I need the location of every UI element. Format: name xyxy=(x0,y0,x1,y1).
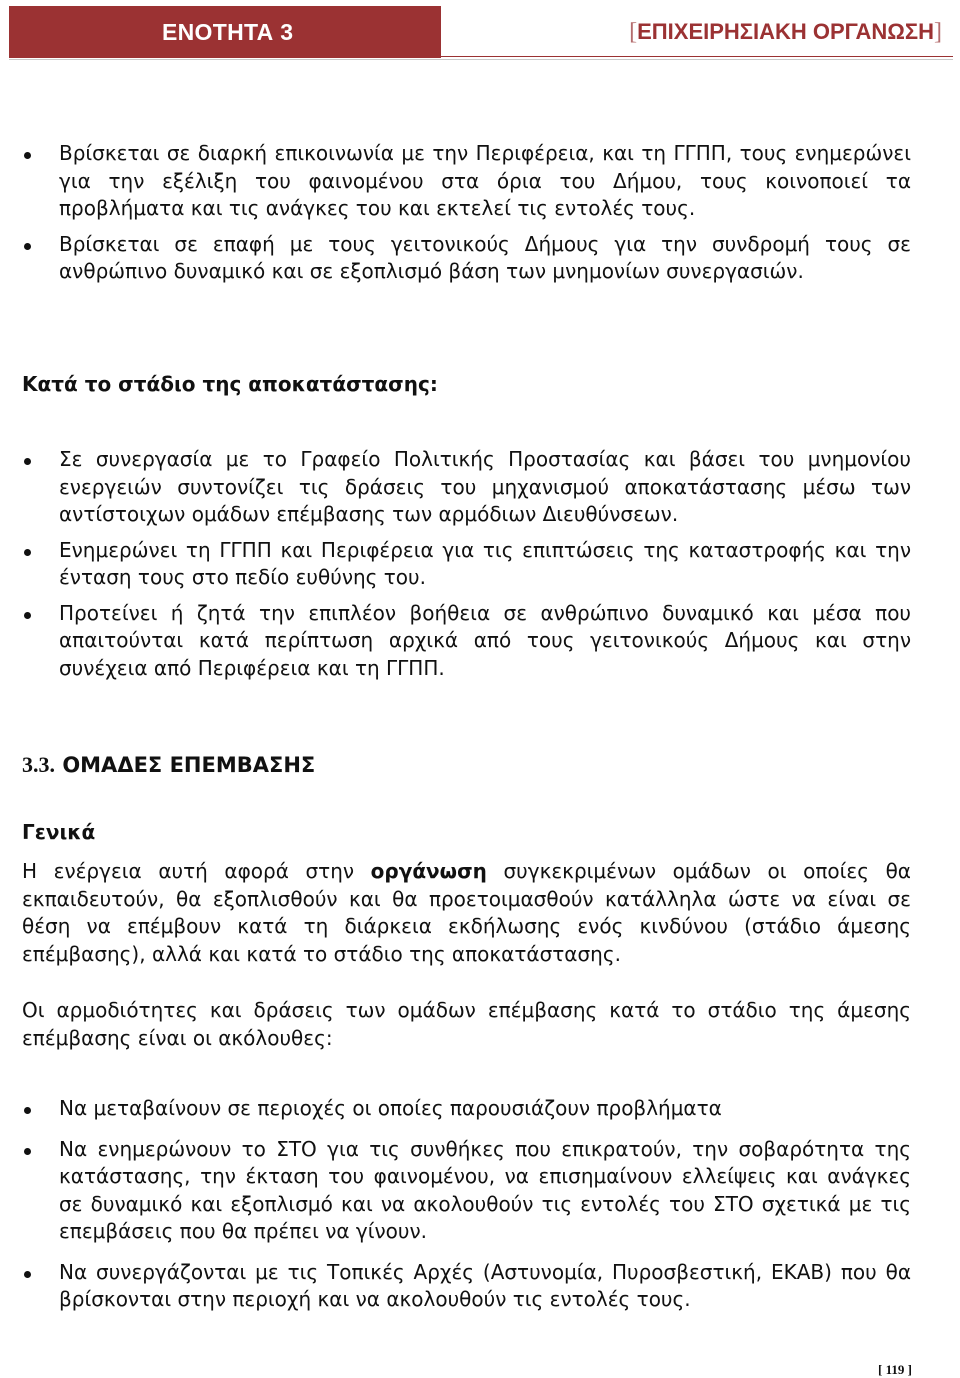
list-item: Να μεταβαίνουν σε περιοχές οι οποίες παρουσιάζουν προβλήματα xyxy=(0,1095,911,1123)
header-divider xyxy=(9,56,953,57)
list-item: Σε συνεργασία με το Γραφείο Πολιτικής Προστασίας και βάσει του μνημονίου ενεργειών συντονίζει τις δράσεις του μηχανισμού αποκατάστασης μέσω των αντίστοιχων ομάδων επέμβασης των αρμόδιων Διευθύνσεων. xyxy=(0,446,911,529)
duties-intro-paragraph: Οι αρμοδιότητες και δράσεις των ομάδων επέμβασης κατά το στάδιο της άμεσης επέμβασης είναι οι ακόλουθες: xyxy=(22,998,911,1050)
intro-paragraph: Η ενέργεια αυτή αφορά στην οργάνωση συγκεκριμένων ομάδων οι οποίες θα εκπαιδευτούν, θα εξοπλισθούν και θα προετοιμασθούν κατάλληλα ώστε να είναι σε θέση να επέμβουν κατά τη διάρκεια εκδήλωσης ενός κινδύνου (στάδιο άμεσης επέμβασης), αλλά και κατά το στάδιο της αποκατάστασης. xyxy=(22,859,911,966)
page-header xyxy=(0,0,960,62)
restoration-list xyxy=(0,446,911,682)
coordination-list xyxy=(0,140,911,286)
header-divider-shadow xyxy=(9,59,953,60)
duties-list xyxy=(0,1095,911,1314)
chapter-title: [ΕΠΙΧΕΙΡΗΣΙΑΚΗ ΟΡΓΑΝΩΣΗ] xyxy=(629,19,942,45)
list-item: Προτείνει ή ζητά την επιπλέον βοήθεια σε ανθρώπινο δυναμικό και μέσα που απαιτούνται κατά περίπτωση αρχικά από τους γειτονικούς Δήμους και στην συνέχεια από Περιφέρεια και τη ΓΓΠΠ. xyxy=(0,600,911,683)
list-item: Να συνεργάζονται με τις Τοπικές Αρχές (Αστυνομία, Πυροσβεστική, ΕΚΑΒ) που θα βρίσκονται στην περιοχή και να ακολουθούν τις εντολές τους. xyxy=(0,1259,911,1314)
section-heading: 3.3. ΟΜΑΔΕΣ ΕΠΕΜΒΑΣΗΣ xyxy=(22,752,316,777)
list-item: Ενημερώνει τη ΓΓΠΠ και Περιφέρεια για τις επιπτώσεις της καταστροφής και την ένταση τους στο πεδίο ευθύνης του. xyxy=(0,537,911,592)
list-item: Βρίσκεται σε επαφή με τους γειτονικούς Δήμους για την συνδρομή τους σε ανθρώπινο δυναμικό και σε εξοπλισμό βάση των μνημονίων συνεργασιών. xyxy=(0,231,911,286)
restoration-heading: Κατά το στάδιο της αποκατάστασης: xyxy=(22,372,438,396)
list-item: Να ενημερώνουν το ΣΤΟ για τις συνθήκες που επικρατούν, την σοβαρότητα της κατάστασης, την έκταση του φαινομένου, να επισημαίνουν ελλείψεις και ανάγκες σε δυναμικό και εξοπλισμό και να ακολουθούν τις εντολές του ΣΤΟ σχετικά με τις επεμβάσεις που θα πρέπει να γίνουν. xyxy=(0,1136,911,1246)
section-label: ΕΝΟΤΗΤΑ 3 xyxy=(162,19,294,45)
subsection-heading: Γενικά xyxy=(22,820,96,844)
page-number: [ 119 ] xyxy=(878,1362,912,1377)
list-item: Βρίσκεται σε διαρκή επικοινωνία με την Περιφέρεια, και τη ΓΓΠΠ, τους ενημερώνει για την εξέλιξη του φαινομένου στα όρια του Δήμου, τους κοινοποιεί τα προβλήματα και τις ανάγκες του και εκτελεί τις εντολές τους. xyxy=(0,140,911,223)
